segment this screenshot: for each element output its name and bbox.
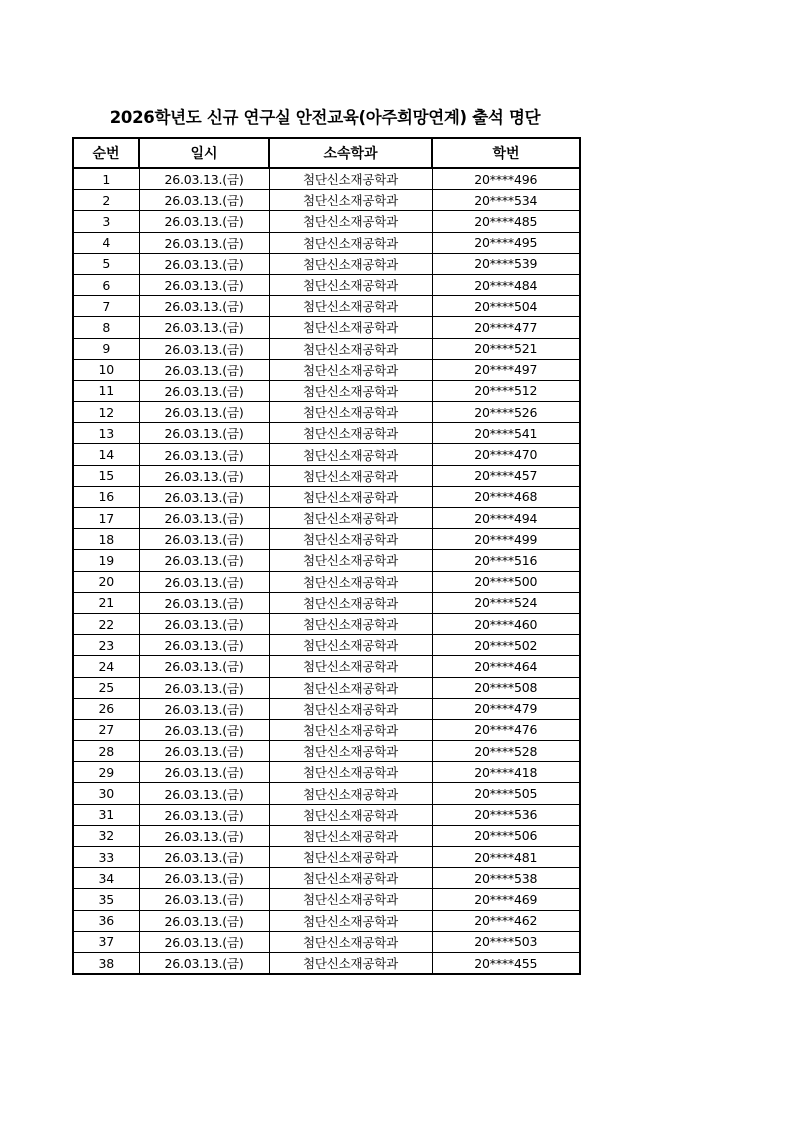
- cell-date: 26.03.13.(금): [139, 317, 269, 338]
- cell-seq: 22: [73, 613, 139, 634]
- cell-student-id: 20****468: [432, 486, 580, 507]
- table-row: [73, 465, 580, 486]
- cell-seq: 19: [73, 550, 139, 571]
- table-row: [73, 741, 580, 762]
- cell-seq: 26: [73, 698, 139, 719]
- cell-date: 26.03.13.(금): [139, 232, 269, 253]
- cell-seq: 35: [73, 889, 139, 910]
- cell-date: 26.03.13.(금): [139, 719, 269, 740]
- cell-student-id: 20****534: [432, 190, 580, 211]
- cell-student-id: 20****476: [432, 719, 580, 740]
- table-row: [73, 296, 580, 317]
- cell-student-id: 20****462: [432, 910, 580, 931]
- table-row: [73, 592, 580, 613]
- cell-student-id: 20****516: [432, 550, 580, 571]
- cell-seq: 27: [73, 719, 139, 740]
- cell-department: 첨단신소재공학과: [269, 698, 432, 719]
- cell-student-id: 20****495: [432, 232, 580, 253]
- cell-student-id: 20****508: [432, 677, 580, 698]
- cell-student-id: 20****524: [432, 592, 580, 613]
- cell-department: 첨단신소재공학과: [269, 465, 432, 486]
- table-row: [73, 868, 580, 889]
- table-row: [73, 952, 580, 974]
- cell-student-id: 20****505: [432, 783, 580, 804]
- cell-date: 26.03.13.(금): [139, 762, 269, 783]
- cell-seq: 28: [73, 741, 139, 762]
- cell-student-id: 20****469: [432, 889, 580, 910]
- cell-department: 첨단신소재공학과: [269, 508, 432, 529]
- cell-student-id: 20****528: [432, 741, 580, 762]
- cell-department: 첨단신소재공학과: [269, 444, 432, 465]
- table-row: [73, 168, 580, 190]
- cell-department: 첨단신소재공학과: [269, 910, 432, 931]
- table-row: [73, 783, 580, 804]
- table-row: [73, 719, 580, 740]
- cell-student-id: 20****503: [432, 931, 580, 952]
- cell-student-id: 20****504: [432, 296, 580, 317]
- table-row: [73, 211, 580, 232]
- cell-date: 26.03.13.(금): [139, 253, 269, 274]
- header-date: 일시: [139, 138, 269, 168]
- cell-seq: 14: [73, 444, 139, 465]
- cell-date: 26.03.13.(금): [139, 804, 269, 825]
- cell-student-id: 20****477: [432, 317, 580, 338]
- cell-seq: 18: [73, 529, 139, 550]
- cell-student-id: 20****536: [432, 804, 580, 825]
- cell-department: 첨단신소재공학과: [269, 719, 432, 740]
- cell-date: 26.03.13.(금): [139, 465, 269, 486]
- table-row: [73, 698, 580, 719]
- table-row: [73, 677, 580, 698]
- cell-seq: 36: [73, 910, 139, 931]
- cell-department: 첨단신소재공학과: [269, 380, 432, 401]
- cell-student-id: 20****499: [432, 529, 580, 550]
- table-row: [73, 529, 580, 550]
- cell-student-id: 20****502: [432, 635, 580, 656]
- cell-student-id: 20****539: [432, 253, 580, 274]
- cell-seq: 29: [73, 762, 139, 783]
- cell-seq: 1: [73, 168, 139, 190]
- cell-department: 첨단신소재공학과: [269, 847, 432, 868]
- table-row: [73, 317, 580, 338]
- table-row: [73, 444, 580, 465]
- cell-seq: 38: [73, 952, 139, 974]
- cell-seq: 5: [73, 253, 139, 274]
- cell-date: 26.03.13.(금): [139, 550, 269, 571]
- cell-student-id: 20****526: [432, 402, 580, 423]
- cell-seq: 34: [73, 868, 139, 889]
- cell-seq: 25: [73, 677, 139, 698]
- table-row: [73, 804, 580, 825]
- cell-department: 첨단신소재공학과: [269, 952, 432, 974]
- attendance-table: [72, 137, 581, 975]
- cell-department: 첨단신소재공학과: [269, 168, 432, 190]
- cell-seq: 4: [73, 232, 139, 253]
- cell-seq: 16: [73, 486, 139, 507]
- table-row: [73, 423, 580, 444]
- cell-seq: 7: [73, 296, 139, 317]
- table-row: [73, 889, 580, 910]
- cell-student-id: 20****496: [432, 168, 580, 190]
- cell-student-id: 20****460: [432, 613, 580, 634]
- cell-department: 첨단신소재공학과: [269, 783, 432, 804]
- table-row: [73, 656, 580, 677]
- table-header-row: [73, 138, 580, 168]
- cell-student-id: 20****481: [432, 847, 580, 868]
- cell-student-id: 20****512: [432, 380, 580, 401]
- cell-date: 26.03.13.(금): [139, 338, 269, 359]
- cell-department: 첨단신소재공학과: [269, 825, 432, 846]
- cell-department: 첨단신소재공학과: [269, 423, 432, 444]
- cell-student-id: 20****485: [432, 211, 580, 232]
- cell-seq: 15: [73, 465, 139, 486]
- cell-seq: 23: [73, 635, 139, 656]
- table-row: [73, 931, 580, 952]
- table-row: [73, 613, 580, 634]
- cell-date: 26.03.13.(금): [139, 380, 269, 401]
- cell-student-id: 20****497: [432, 359, 580, 380]
- table-row: [73, 338, 580, 359]
- cell-department: 첨단신소재공학과: [269, 635, 432, 656]
- table-row: [73, 380, 580, 401]
- cell-seq: 12: [73, 402, 139, 423]
- cell-seq: 6: [73, 274, 139, 295]
- cell-date: 26.03.13.(금): [139, 656, 269, 677]
- cell-department: 첨단신소재공학과: [269, 190, 432, 211]
- cell-student-id: 20****470: [432, 444, 580, 465]
- cell-seq: 30: [73, 783, 139, 804]
- cell-seq: 8: [73, 317, 139, 338]
- table-row: [73, 486, 580, 507]
- cell-date: 26.03.13.(금): [139, 423, 269, 444]
- cell-student-id: 20****479: [432, 698, 580, 719]
- cell-department: 첨단신소재공학과: [269, 550, 432, 571]
- cell-seq: 20: [73, 571, 139, 592]
- cell-department: 첨단신소재공학과: [269, 402, 432, 423]
- header-seq: 순번: [73, 138, 139, 168]
- cell-date: 26.03.13.(금): [139, 168, 269, 190]
- table-row: [73, 762, 580, 783]
- cell-department: 첨단신소재공학과: [269, 253, 432, 274]
- table-row: [73, 359, 580, 380]
- cell-seq: 24: [73, 656, 139, 677]
- header-department: 소속학과: [269, 138, 432, 168]
- cell-seq: 10: [73, 359, 139, 380]
- cell-department: 첨단신소재공학과: [269, 868, 432, 889]
- cell-department: 첨단신소재공학과: [269, 677, 432, 698]
- cell-date: 26.03.13.(금): [139, 741, 269, 762]
- cell-department: 첨단신소재공학과: [269, 741, 432, 762]
- cell-department: 첨단신소재공학과: [269, 889, 432, 910]
- cell-department: 첨단신소재공학과: [269, 762, 432, 783]
- cell-seq: 33: [73, 847, 139, 868]
- cell-department: 첨단신소재공학과: [269, 931, 432, 952]
- cell-department: 첨단신소재공학과: [269, 232, 432, 253]
- cell-student-id: 20****464: [432, 656, 580, 677]
- table-row: [73, 847, 580, 868]
- cell-student-id: 20****457: [432, 465, 580, 486]
- cell-date: 26.03.13.(금): [139, 889, 269, 910]
- cell-date: 26.03.13.(금): [139, 274, 269, 295]
- cell-student-id: 20****494: [432, 508, 580, 529]
- table-row: [73, 190, 580, 211]
- cell-date: 26.03.13.(금): [139, 444, 269, 465]
- table-row: [73, 508, 580, 529]
- cell-date: 26.03.13.(금): [139, 402, 269, 423]
- cell-seq: 21: [73, 592, 139, 613]
- table-row: [73, 825, 580, 846]
- table-row: [73, 402, 580, 423]
- cell-date: 26.03.13.(금): [139, 592, 269, 613]
- cell-date: 26.03.13.(금): [139, 190, 269, 211]
- cell-seq: 13: [73, 423, 139, 444]
- cell-date: 26.03.13.(금): [139, 486, 269, 507]
- cell-department: 첨단신소재공학과: [269, 338, 432, 359]
- cell-date: 26.03.13.(금): [139, 910, 269, 931]
- cell-date: 26.03.13.(금): [139, 952, 269, 974]
- cell-department: 첨단신소재공학과: [269, 592, 432, 613]
- table-row: [73, 550, 580, 571]
- cell-department: 첨단신소재공학과: [269, 274, 432, 295]
- cell-department: 첨단신소재공학과: [269, 571, 432, 592]
- cell-student-id: 20****538: [432, 868, 580, 889]
- cell-department: 첨단신소재공학과: [269, 296, 432, 317]
- cell-student-id: 20****541: [432, 423, 580, 444]
- table-body: [73, 168, 580, 974]
- cell-seq: 32: [73, 825, 139, 846]
- cell-student-id: 20****506: [432, 825, 580, 846]
- cell-date: 26.03.13.(금): [139, 698, 269, 719]
- cell-seq: 31: [73, 804, 139, 825]
- cell-department: 첨단신소재공학과: [269, 486, 432, 507]
- cell-date: 26.03.13.(금): [139, 613, 269, 634]
- cell-date: 26.03.13.(금): [139, 211, 269, 232]
- cell-department: 첨단신소재공학과: [269, 804, 432, 825]
- cell-date: 26.03.13.(금): [139, 931, 269, 952]
- cell-date: 26.03.13.(금): [139, 783, 269, 804]
- cell-department: 첨단신소재공학과: [269, 211, 432, 232]
- cell-seq: 2: [73, 190, 139, 211]
- cell-student-id: 20****521: [432, 338, 580, 359]
- cell-student-id: 20****484: [432, 274, 580, 295]
- cell-date: 26.03.13.(금): [139, 359, 269, 380]
- cell-date: 26.03.13.(금): [139, 508, 269, 529]
- cell-student-id: 20****455: [432, 952, 580, 974]
- cell-seq: 3: [73, 211, 139, 232]
- cell-date: 26.03.13.(금): [139, 296, 269, 317]
- cell-department: 첨단신소재공학과: [269, 656, 432, 677]
- cell-department: 첨단신소재공학과: [269, 613, 432, 634]
- cell-department: 첨단신소재공학과: [269, 317, 432, 338]
- table-row: [73, 253, 580, 274]
- table-row: [73, 910, 580, 931]
- cell-seq: 37: [73, 931, 139, 952]
- cell-date: 26.03.13.(금): [139, 868, 269, 889]
- cell-seq: 11: [73, 380, 139, 401]
- cell-date: 26.03.13.(금): [139, 571, 269, 592]
- cell-date: 26.03.13.(금): [139, 677, 269, 698]
- cell-student-id: 20****418: [432, 762, 580, 783]
- cell-date: 26.03.13.(금): [139, 529, 269, 550]
- header-student-id: 학번: [432, 138, 580, 168]
- cell-date: 26.03.13.(금): [139, 635, 269, 656]
- cell-seq: 17: [73, 508, 139, 529]
- cell-department: 첨단신소재공학과: [269, 359, 432, 380]
- table-row: [73, 635, 580, 656]
- cell-student-id: 20****500: [432, 571, 580, 592]
- document-title: 2026학년도 신규 연구실 안전교육(아주희망연계) 출석 명단: [109, 108, 541, 127]
- cell-date: 26.03.13.(금): [139, 825, 269, 846]
- cell-date: 26.03.13.(금): [139, 847, 269, 868]
- cell-department: 첨단신소재공학과: [269, 529, 432, 550]
- table-row: [73, 232, 580, 253]
- table-row: [73, 274, 580, 295]
- cell-seq: 9: [73, 338, 139, 359]
- table-row: [73, 571, 580, 592]
